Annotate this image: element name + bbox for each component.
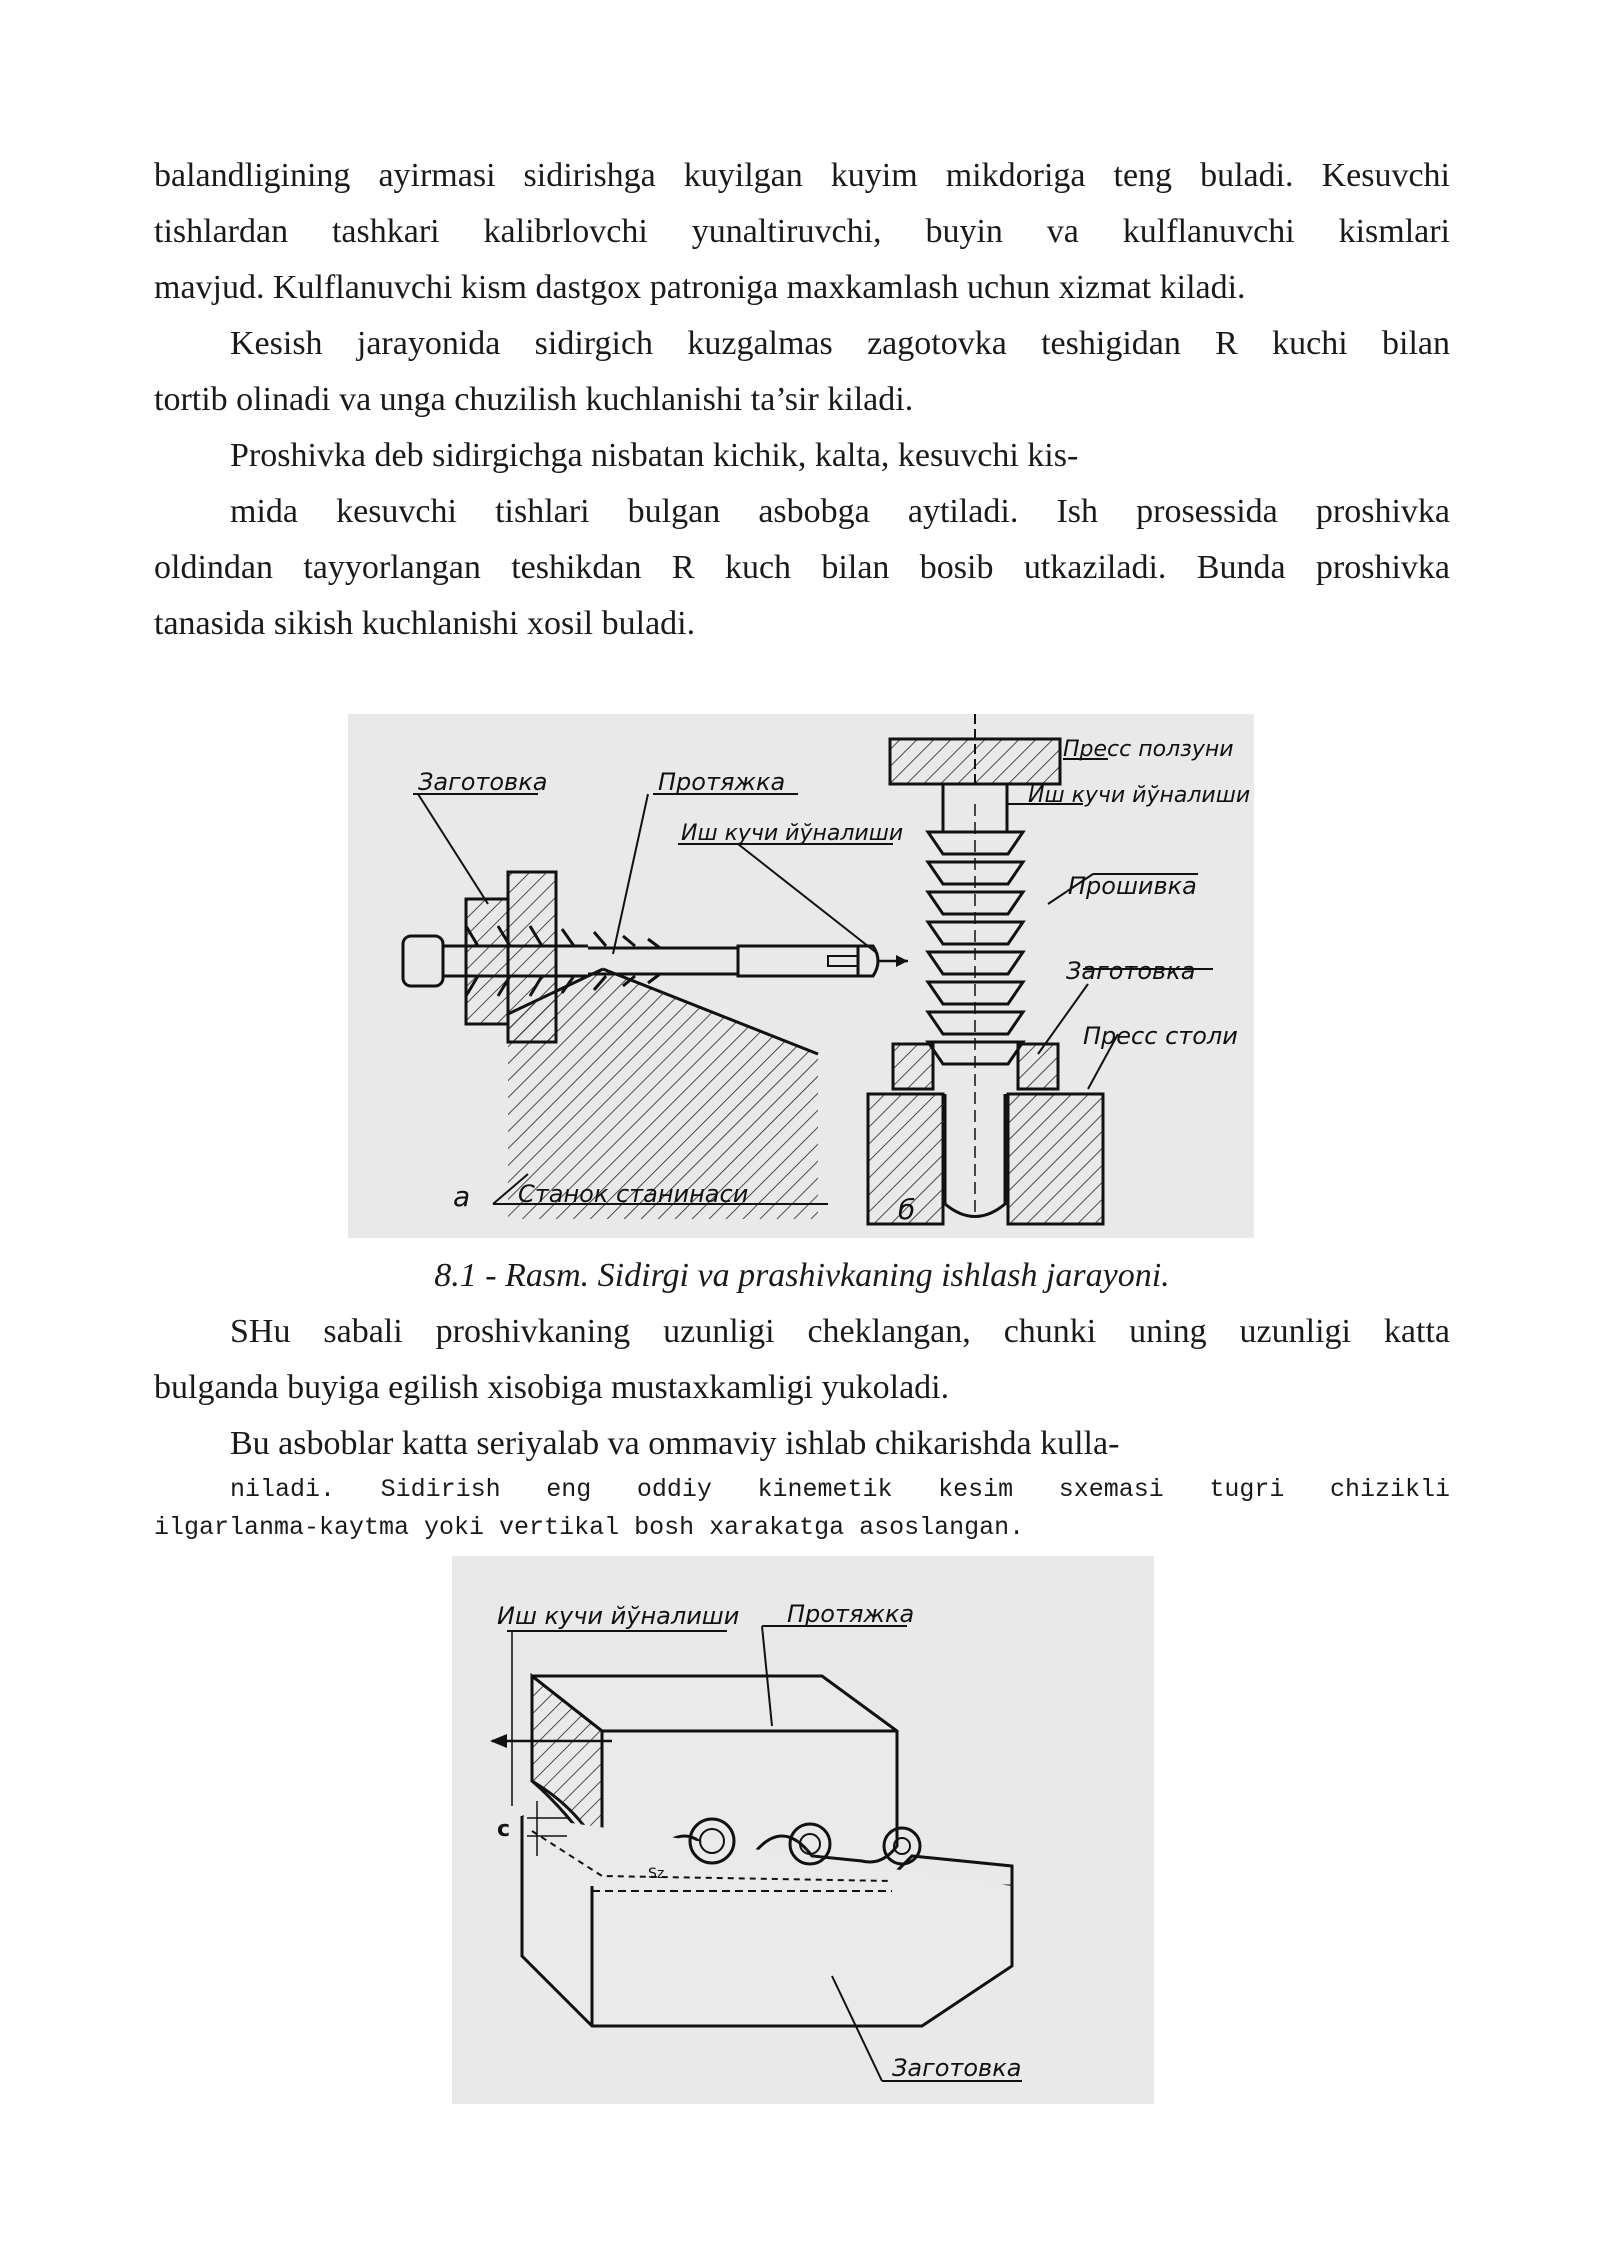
paragraph-line: mida kesuvchi tishlari bulgan asbobga aytiladi. Ish prosessida proshivka (230, 493, 1450, 530)
label-press-slide: Пресс ползуни (1063, 737, 1234, 762)
paragraph-line: Bu asboblar katta seriyalab va ommaviy ishlab chikarishda kulla- (230, 1425, 1120, 1462)
mono-line: ilgarlanma-kaytma yoki vertikal bosh xarakatga asoslangan. (154, 1513, 1025, 1542)
label-c: c (497, 1817, 511, 1842)
label-sz: Sz (648, 1866, 665, 1882)
mono-line: niladi. Sidirish eng oddiy kinemetik kesim sxemasi tugri chizikli (230, 1475, 1450, 1504)
label-work-direction-left: Иш кучи йўналиши (681, 821, 904, 846)
paragraph-line: Proshivka deb sidirgichga nisbatan kichik, kalta, kesuvchi kis- (230, 437, 1079, 474)
label-b: б (898, 1193, 916, 1226)
workpiece-block (522, 1816, 1012, 2026)
figure-broach-cutting-scheme (452, 1556, 1154, 2104)
label-workpiece: Заготовка (892, 2054, 1022, 2082)
paragraph-line: tishlardan tashkari kalibrlovchi yunaltiruvchi, buyin va kulflanuvchi kismlari (154, 213, 1450, 250)
figure-broaching-process (348, 714, 1254, 1238)
label-a: а (453, 1180, 471, 1213)
broach-tool (403, 936, 443, 986)
label-workpiece-right: Заготовка (1066, 957, 1196, 985)
label-work-direction-right: Иш кучи йўналиши (1028, 783, 1251, 808)
label-machine-bed: Станок станинаси (518, 1180, 749, 1208)
paragraph-line: tortib olinadi va unga chuzilish kuchlanishi ta’sir kiladi. (154, 381, 914, 418)
paragraph-line: tanasida sikish kuchlanishi xosil buladi. (154, 605, 696, 642)
paragraph-line: bulganda buyiga egilish xisobiga mustaxkamligi yukoladi. (154, 1369, 950, 1406)
figure-caption: 8.1 - Rasm. Sidirgi va prashivkaning ishlash jarayoni. (434, 1257, 1170, 1294)
paragraph-line: oldindan tayyorlangan teshikdan R kuch bilan bosib utkaziladi. Bunda proshivka (154, 549, 1450, 586)
paragraph-line: SHu sabali proshivkaning uzunligi cheklangan, chunki uning uzunligi katta (230, 1313, 1450, 1350)
label-work-direction: Иш кучи йўналиши (497, 1602, 740, 1630)
label-workpiece-left: Заготовка (418, 768, 548, 796)
paragraph-line: Kesish jarayonida sidirgich kuzgalmas zagotovka teshigidan R kuchi bilan (230, 325, 1450, 362)
workpiece-right (893, 1044, 933, 1089)
label-press-table: Пресс столи (1083, 1022, 1238, 1050)
paragraph-line: mavjud. Kulflanuvchi kism dastgox patroniga maxkamlash uchun xizmat kiladi. (154, 269, 1246, 306)
label-punch: Прошивка (1068, 872, 1197, 900)
paragraph-line: balandligining ayirmasi sidirishga kuyilgan kuyim mikdoriga teng buladi. Kesuvchi (154, 157, 1450, 194)
label-broach: Протяжка (787, 1600, 915, 1628)
label-broach: Протяжка (658, 768, 786, 796)
workpiece-left (466, 899, 508, 1024)
